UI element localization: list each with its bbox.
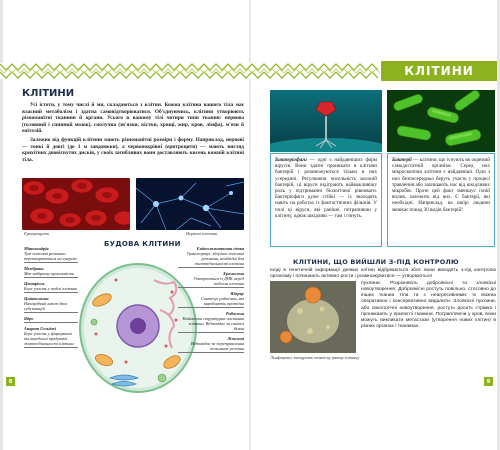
label-er: Ендоплазматична сітка Транспортує, зберігає поживні речовини, необхідні для життєдіяльності клітини	[178, 246, 244, 268]
caption-nerve-cells: Нервові клітини	[186, 231, 218, 236]
label-chromosome: Хромосома Утворюється із ДНК перед поділом клітини	[178, 271, 244, 288]
left-page-text	[22, 88, 244, 165]
label-golgi: Апарат Гольджі Бере участь у формуванні та виведенні продуктів життєдіяльності клітини	[24, 326, 78, 348]
zigzag-pattern	[0, 63, 380, 79]
caption-erythrocytes: Еритроцити	[24, 231, 49, 236]
bacteria-term: Бактерії	[392, 157, 412, 163]
bacteriophage-photo	[270, 90, 382, 152]
chapter-header	[381, 61, 497, 81]
page-number-right: 9	[484, 377, 493, 386]
bacteria-text: — клітини, що існують як окремий самодостатній організм. Серед них мікроскопічні клітини є найдавніші. Одні з них безпосередньо беруть участь у процесі травлення або захищають нас від шкідливих мікробів. Проте цей факт зменшує їхній вплив, залежить від них. Є бактерії, які необхідні. Наприклад, на шкірі людини мешкає понад 30 видів бактерій!	[392, 157, 490, 213]
bacteriophage-text: — одні з найдавніших форм вірусів. Вони здатні проникати в клітини бактерій і розмножуються тільки в них усередині. Регулюючи чисельність колоній бактерій, ці віруси відіграють найважливішу роль у підтриманні біологічної рівноваги. Бактеріофаги дуже стійкі — їх знаходять навіть на роботах із фантастичних фільмів. У полі ці віруси, які раніше, потрапивши у клітину, однак шкідливі — там і гинуть.	[275, 157, 377, 219]
label-nucleolus: Ядерце Синтезує рибосоми, які виробляють протеїни	[178, 291, 244, 308]
page-number-left: 8	[6, 377, 15, 386]
erythrocytes-image	[22, 178, 130, 230]
structure-labels-right	[178, 246, 244, 356]
lymphocytes-photo	[270, 281, 356, 353]
bacteriophage-textbox	[270, 153, 382, 247]
label-membrane: Мембрана Має вибіркову проникність	[24, 266, 78, 278]
cell-structure-title: БУДОВА КЛІТИНИ	[104, 240, 181, 248]
chapter-title: КЛІТИНИ	[404, 64, 474, 78]
cancer-intro: Іноді в генетичній інформації деяких клітин відбуваються збої: вони виходять з-під контролю організму і починають активно рости і розмножуватися — утворюються	[270, 268, 496, 280]
label-lysosome: Лізосома Відповідає за перетравлення поживних речовин	[178, 336, 244, 353]
label-nucleus: Ядро	[24, 316, 78, 323]
structure-labels-left	[24, 246, 78, 351]
label-ribosome: Рибосома Найменша структурна частинка клітини. Відповідає за синтез білків	[178, 311, 244, 333]
bacteria-photo	[387, 90, 495, 152]
intro-paragraph-1: Усі істоти, у тому числі й ми, складаються з клітин. Кожна клітина вашого тіла має власний метаболізм і здатна самовідтворюватися. Об'єднуючись, клітини утворюють різноманітні тканини й органи. Усього в вашому тілі чотири типи тканин: нервова (головний і спинний мозок), сполучна (зв'язки, кістки, хрящі, жир, кров, лімфа), м'язи й епітелій.	[22, 102, 244, 135]
label-cytoplasm: Цитоплазма Напіврідкий вміст двох субстанцій	[24, 296, 78, 313]
nucleolus	[130, 318, 146, 334]
intro-paragraph-2: Залежно від функцій клітини мають різноманітні розміри і форму. Наприклад, нервові — тонкі й довгі (до 1 м завдовжки), а червонокрівні (еритроцити) — мають вигляд крихітних двовігнутих дисків, у своїх загибливих вони доставляють кисень кожній клітині тіла.	[22, 136, 244, 163]
lymphocytes-caption: Лімфоцити, знищують злоякісну ракову клітину	[270, 355, 360, 360]
label-mitochondria: Мітохондрія Тут поживні речовини перетворюються на енергію	[24, 246, 77, 261]
cancer-section-title: КЛІТИНИ, ЩО ВИЙШЛИ З-ПІД КОНТРОЛЮ	[293, 258, 459, 266]
cancer-body: пухлини. Розрізняють доброякісні та злоякісні новоутворення. Доброякісні ростуть повільно, стосовно до інших тканин тіла та є неагресивними: їх можна оперативно і консервативно видалити. Злоякісні пухлини, або онкологічні новоутворення, ростуть досить стрімко і проникають у прилеглі тканини. Потрапляючи у кров, вони можуть викликати метастази (утворення нових клітин) в різних органах і тканинах.	[361, 281, 496, 330]
label-centriole: Центріоль Бере участь у поділі клітини	[24, 281, 78, 291]
nerve-cells-image	[136, 178, 244, 230]
section-title: КЛІТИНИ	[22, 88, 75, 99]
cell-photos	[22, 178, 244, 230]
bacteria-textbox	[387, 153, 495, 247]
bacteriophage-term: Бактеріофаги	[275, 157, 307, 163]
